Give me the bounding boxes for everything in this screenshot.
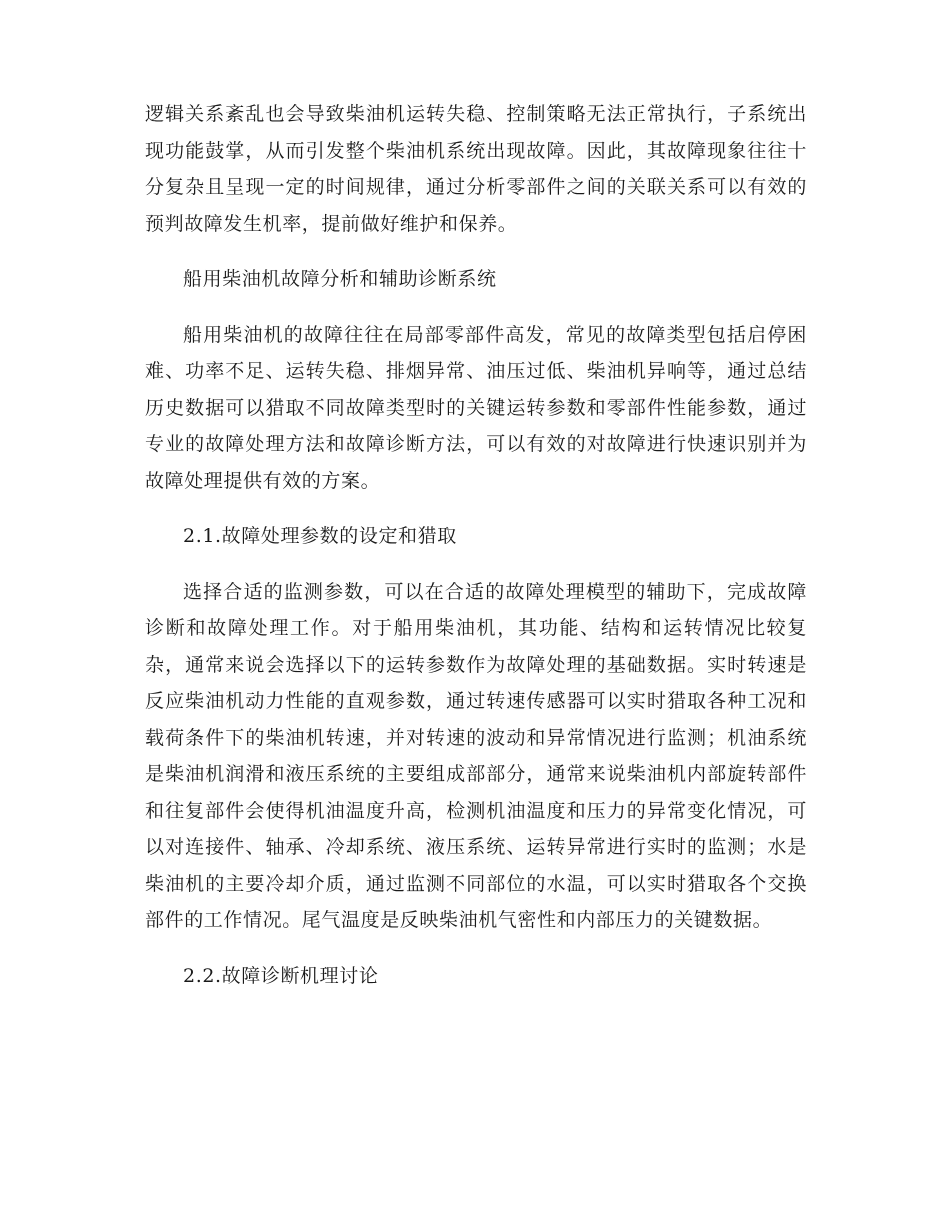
paragraph-fault-types: 船用柴油机的故障往往在局部零部件高发，常见的故障类型包括启停困难、功率不足、运转失稳、排烟异常、油压过低、柴油机异响等，通过总结历史数据可以猎取不同故障类型时的关键运转参数和零部件性能参数，通过专业的故障处理方法和故障诊断方法，可以有效的对故障进行快速识别并为故障处理提供有效的方案。 [145, 323, 807, 492]
paragraph-continuation: 逻辑关系紊乱也会导致柴油机运转失稳、控制策略无法正常执行，子系统出现功能鼓掌，从而引发整个柴油机系统出现故障。因此，其故障现象往往十分复杂且呈现一定的时间规律，通过分析零部件之间的关联关系可以有效的预判故障发生机率，提前做好维护和保养。 [145, 103, 807, 235]
document-body [145, 96, 807, 1013]
section-heading-2-2: 2.2.故障诊断机理讨论 [183, 964, 379, 987]
section-heading-fault-analysis: 船用柴油机故障分析和辅助诊断系统 [183, 268, 497, 290]
section-heading-2-1: 2.1.故障处理参数的设定和猎取 [183, 525, 457, 547]
paragraph-monitoring-parameters: 选择合适的监测参数，可以在合适的故障处理模型的辅助下，完成故障诊断和故障处理工作。对于船用柴油机，其功能、结构和运转情况比较复杂，通常来说会选择以下的运转参数作为故障处理的基础数据。实时转速是反应柴油机动力性能的直观参数，通过转速传感器可以实时猎取各种工况和载荷条件下的柴油机转速，并对转速的波动和异常情况进行监测；机油系统是柴油机润滑和液压系统的主要组成部部分，通常来说柴油机内部旋转部件和往复部件会使得机油温度升高，检测机油温度和压力的异常变化情况，可以对连接件、轴承、冷却系统、液压系统、运转异常进行实时的监测；水是柴油机的主要冷却介质，通过监测不同部位的水温，可以实时猎取各个交换部件的工作情况。尾气温度是反映柴油机气密性和内部压力的关键数据。 [145, 580, 807, 931]
